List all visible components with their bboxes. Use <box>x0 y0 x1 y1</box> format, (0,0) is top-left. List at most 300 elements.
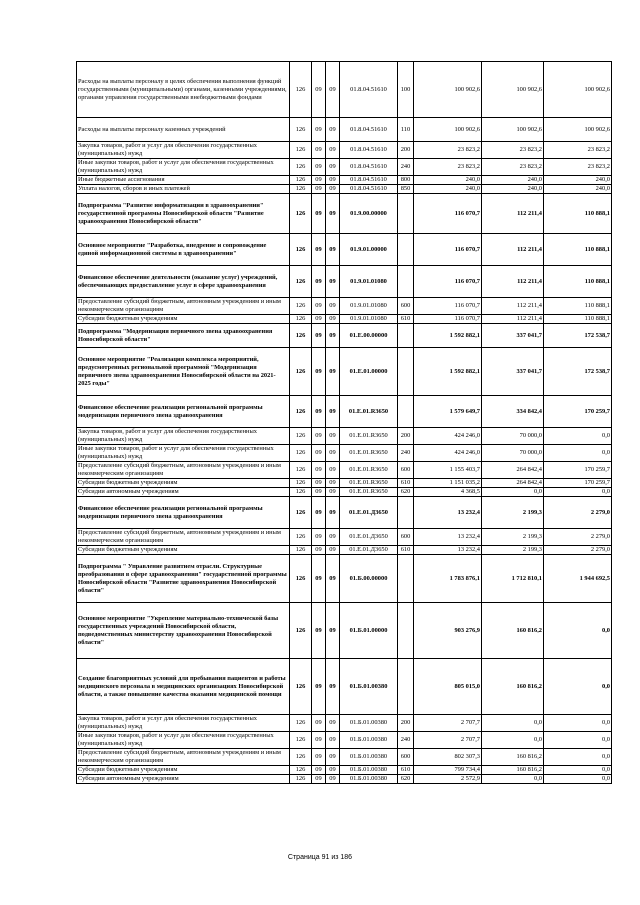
row-amount-2021: 2 707,7 <box>414 715 482 732</box>
row-expense-type <box>398 348 414 396</box>
row-amount-2022: 240,0 <box>482 185 544 194</box>
row-name: Закупка товаров, работ и услуг для обеспечения государственных (муниципальных) нужд <box>77 715 290 732</box>
row-ministry-code: 126 <box>290 234 312 266</box>
table-row <box>77 479 612 488</box>
table-row <box>77 315 612 324</box>
row-name: Закупка товаров, работ и услуг для обеспечения государственных (муниципальных) нужд <box>77 428 290 445</box>
row-subsection-code: 09 <box>326 546 340 555</box>
row-amount-2023: 170 259,7 <box>544 462 612 479</box>
row-amount-2023: 170 259,7 <box>544 479 612 488</box>
row-subsection-code: 09 <box>326 176 340 185</box>
row-target-article: 01.Е.01.R3650 <box>340 462 398 479</box>
row-amount-2022: 337 041,7 <box>482 348 544 396</box>
row-target-article: 01.Б.01.00380 <box>340 766 398 775</box>
row-expense-type: 100 <box>398 62 414 118</box>
row-subsection-code: 09 <box>326 142 340 159</box>
row-name: Иные бюджетные ассигнования <box>77 176 290 185</box>
row-amount-2021: 240,0 <box>414 176 482 185</box>
row-amount-2021: 4 368,5 <box>414 488 482 497</box>
row-amount-2022: 0,0 <box>482 732 544 749</box>
row-section-code: 09 <box>312 118 326 142</box>
row-ministry-code: 126 <box>290 715 312 732</box>
table-row <box>77 348 612 396</box>
row-amount-2022: 112 211,4 <box>482 266 544 298</box>
table-row <box>77 396 612 428</box>
row-expense-type: 600 <box>398 529 414 546</box>
row-section-code: 09 <box>312 396 326 428</box>
row-ministry-code: 126 <box>290 462 312 479</box>
row-ministry-code: 126 <box>290 529 312 546</box>
row-amount-2023: 110 888,1 <box>544 315 612 324</box>
row-expense-type <box>398 603 414 659</box>
row-expense-type: 620 <box>398 488 414 497</box>
row-amount-2022: 264 842,4 <box>482 479 544 488</box>
row-amount-2021: 424 246,0 <box>414 445 482 462</box>
row-amount-2023: 2 279,0 <box>544 546 612 555</box>
row-subsection-code: 09 <box>326 266 340 298</box>
row-amount-2023: 23 823,2 <box>544 159 612 176</box>
row-name: Субсидии бюджетным учреждениям <box>77 546 290 555</box>
row-amount-2022: 240,0 <box>482 176 544 185</box>
row-subsection-code: 09 <box>326 62 340 118</box>
table-row <box>77 298 612 315</box>
row-expense-type: 610 <box>398 479 414 488</box>
row-amount-2021: 1 151 035,2 <box>414 479 482 488</box>
row-subsection-code: 09 <box>326 159 340 176</box>
row-amount-2022: 23 823,2 <box>482 142 544 159</box>
table-row <box>77 194 612 234</box>
row-section-code: 09 <box>312 142 326 159</box>
row-expense-type: 610 <box>398 315 414 324</box>
row-amount-2021: 805 015,0 <box>414 659 482 715</box>
table-row <box>77 234 612 266</box>
row-subsection-code: 09 <box>326 396 340 428</box>
row-subsection-code: 09 <box>326 462 340 479</box>
row-amount-2021: 23 823,2 <box>414 159 482 176</box>
row-expense-type <box>398 497 414 529</box>
row-amount-2023: 0,0 <box>544 715 612 732</box>
row-section-code: 09 <box>312 194 326 234</box>
row-section-code: 09 <box>312 479 326 488</box>
row-amount-2021: 23 823,2 <box>414 142 482 159</box>
row-name: Субсидии бюджетным учреждениям <box>77 315 290 324</box>
row-ministry-code: 126 <box>290 497 312 529</box>
row-section-code: 09 <box>312 234 326 266</box>
row-amount-2022: 334 842,4 <box>482 396 544 428</box>
row-ministry-code: 126 <box>290 546 312 555</box>
row-target-article: 01.9.01.01080 <box>340 298 398 315</box>
row-target-article: 01.Е.00.00000 <box>340 324 398 348</box>
row-amount-2021: 240,0 <box>414 185 482 194</box>
row-amount-2022: 112 211,4 <box>482 298 544 315</box>
row-expense-type <box>398 266 414 298</box>
row-amount-2023: 110 888,1 <box>544 194 612 234</box>
row-ministry-code: 126 <box>290 749 312 766</box>
row-ministry-code: 126 <box>290 118 312 142</box>
row-expense-type: 850 <box>398 185 414 194</box>
row-ministry-code: 126 <box>290 659 312 715</box>
row-amount-2021: 1 592 882,1 <box>414 348 482 396</box>
row-target-article: 01.Е.01.R3650 <box>340 479 398 488</box>
row-amount-2022: 2 199,3 <box>482 546 544 555</box>
row-ministry-code: 126 <box>290 766 312 775</box>
row-ministry-code: 126 <box>290 555 312 603</box>
row-amount-2021: 1 783 876,1 <box>414 555 482 603</box>
row-name: Предоставление субсидий бюджетным, автономным учреждениям и иным некоммерческим организациям <box>77 749 290 766</box>
row-expense-type: 200 <box>398 428 414 445</box>
row-amount-2022: 112 211,4 <box>482 315 544 324</box>
row-name: Субсидии автономным учреждениям <box>77 775 290 784</box>
table-row <box>77 462 612 479</box>
row-section-code: 09 <box>312 159 326 176</box>
row-target-article: 01.Е.01.00000 <box>340 348 398 396</box>
table-row <box>77 142 612 159</box>
row-subsection-code: 09 <box>326 315 340 324</box>
row-target-article: 01.Е.01.Д3650 <box>340 529 398 546</box>
row-target-article: 01.Е.01.R3650 <box>340 445 398 462</box>
row-target-article: 01.Б.01.00380 <box>340 749 398 766</box>
row-name: Предоставление субсидий бюджетным, автономным учреждениям и иным некоммерческим организациям <box>77 462 290 479</box>
row-amount-2022: 1 712 810,1 <box>482 555 544 603</box>
row-subsection-code: 09 <box>326 529 340 546</box>
row-section-code: 09 <box>312 555 326 603</box>
row-amount-2021: 13 232,4 <box>414 497 482 529</box>
row-target-article: 01.8.04.51610 <box>340 185 398 194</box>
row-section-code: 09 <box>312 529 326 546</box>
row-target-article: 01.8.04.51610 <box>340 142 398 159</box>
row-target-article: 01.Б.01.00380 <box>340 715 398 732</box>
row-ministry-code: 126 <box>290 298 312 315</box>
row-subsection-code: 09 <box>326 428 340 445</box>
row-name: Предоставление субсидий бюджетным, автономным учреждениям и иным некоммерческим организациям <box>77 298 290 315</box>
row-subsection-code: 09 <box>326 194 340 234</box>
row-name: Основное мероприятие "Разработка, внедрение и сопровождение единой информационной системы в здравоохранении" <box>77 234 290 266</box>
row-target-article: 01.Е.01.R3650 <box>340 428 398 445</box>
row-name: Создание благоприятных условий для пребывания пациентов и работы медицинского персонала в медицинских организациях Новосибирской области, а также повышение качества оказания медицинской помощи <box>77 659 290 715</box>
row-subsection-code: 09 <box>326 603 340 659</box>
row-target-article: 01.9.01.00000 <box>340 234 398 266</box>
row-section-code: 09 <box>312 62 326 118</box>
row-ministry-code: 126 <box>290 159 312 176</box>
row-amount-2022: 2 199,3 <box>482 529 544 546</box>
row-amount-2023: 240,0 <box>544 176 612 185</box>
row-expense-type <box>398 659 414 715</box>
row-target-article: 01.8.04.51610 <box>340 159 398 176</box>
row-amount-2023: 0,0 <box>544 766 612 775</box>
row-expense-type: 620 <box>398 775 414 784</box>
row-amount-2022: 0,0 <box>482 715 544 732</box>
row-ministry-code: 126 <box>290 266 312 298</box>
row-name: Иные закупки товаров, работ и услуг для обеспечения государственных (муниципальных) нужд <box>77 445 290 462</box>
row-amount-2023: 0,0 <box>544 445 612 462</box>
row-amount-2021: 13 232,4 <box>414 546 482 555</box>
row-target-article: 01.Б.01.00000 <box>340 603 398 659</box>
row-section-code: 09 <box>312 659 326 715</box>
row-ministry-code: 126 <box>290 479 312 488</box>
row-expense-type: 240 <box>398 445 414 462</box>
row-target-article: 01.Б.00.00000 <box>340 555 398 603</box>
row-section-code: 09 <box>312 348 326 396</box>
row-subsection-code: 09 <box>326 479 340 488</box>
row-amount-2023: 100 902,6 <box>544 62 612 118</box>
row-subsection-code: 09 <box>326 324 340 348</box>
table-row <box>77 603 612 659</box>
row-section-code: 09 <box>312 266 326 298</box>
table-row <box>77 62 612 118</box>
row-section-code: 09 <box>312 462 326 479</box>
row-section-code: 09 <box>312 546 326 555</box>
row-amount-2021: 424 246,0 <box>414 428 482 445</box>
row-subsection-code: 09 <box>326 497 340 529</box>
row-section-code: 09 <box>312 749 326 766</box>
row-amount-2021: 1 579 649,7 <box>414 396 482 428</box>
row-ministry-code: 126 <box>290 315 312 324</box>
row-ministry-code: 126 <box>290 488 312 497</box>
row-subsection-code: 09 <box>326 185 340 194</box>
row-subsection-code: 09 <box>326 715 340 732</box>
row-amount-2022: 100 902,6 <box>482 118 544 142</box>
row-amount-2022: 70 000,0 <box>482 445 544 462</box>
row-amount-2021: 799 734,4 <box>414 766 482 775</box>
row-section-code: 09 <box>312 298 326 315</box>
row-ministry-code: 126 <box>290 194 312 234</box>
row-name: Основное мероприятие "Реализация комплекса мероприятий, предусмотренных региональной программой "Модернизация первичного звена здравоохранения Новосибирской области на 2021-2025 годы" <box>77 348 290 396</box>
table-row <box>77 445 612 462</box>
row-subsection-code: 09 <box>326 488 340 497</box>
row-ministry-code: 126 <box>290 603 312 659</box>
row-amount-2022: 112 211,4 <box>482 194 544 234</box>
table-row <box>77 529 612 546</box>
row-target-article: 01.8.04.51610 <box>340 62 398 118</box>
row-subsection-code: 09 <box>326 298 340 315</box>
row-section-code: 09 <box>312 315 326 324</box>
table-row <box>77 715 612 732</box>
row-name: Субсидии автономным учреждениям <box>77 488 290 497</box>
row-section-code: 09 <box>312 732 326 749</box>
table-row <box>77 428 612 445</box>
row-expense-type <box>398 396 414 428</box>
row-expense-type: 240 <box>398 732 414 749</box>
row-ministry-code: 126 <box>290 142 312 159</box>
row-subsection-code: 09 <box>326 659 340 715</box>
row-subsection-code: 09 <box>326 555 340 603</box>
row-target-article: 01.8.04.51610 <box>340 176 398 185</box>
row-expense-type <box>398 194 414 234</box>
budget-table-body <box>77 62 612 784</box>
row-amount-2021: 100 902,6 <box>414 118 482 142</box>
row-amount-2021: 1 155 403,7 <box>414 462 482 479</box>
row-amount-2021: 116 070,7 <box>414 315 482 324</box>
row-amount-2022: 160 816,2 <box>482 603 544 659</box>
row-name: Субсидии бюджетным учреждениям <box>77 479 290 488</box>
row-subsection-code: 09 <box>326 234 340 266</box>
row-amount-2023: 0,0 <box>544 659 612 715</box>
row-target-article: 01.Е.01.Д3650 <box>340 546 398 555</box>
row-amount-2021: 903 276,9 <box>414 603 482 659</box>
table-row <box>77 159 612 176</box>
table-row <box>77 546 612 555</box>
table-row <box>77 488 612 497</box>
row-name: Расходы на выплаты персоналу казенных учреждений <box>77 118 290 142</box>
row-expense-type: 240 <box>398 159 414 176</box>
row-name: Иные закупки товаров, работ и услуг для обеспечения государственных (муниципальных) нужд <box>77 159 290 176</box>
row-ministry-code: 126 <box>290 62 312 118</box>
row-name: Расходы на выплаты персоналу в целях обеспечения выполнения функций государственными (муниципальными) органами, казенными учреждениями, органами управления государственными внебюджетными фондами <box>77 62 290 118</box>
row-expense-type: 600 <box>398 749 414 766</box>
row-target-article: 01.Б.01.00380 <box>340 732 398 749</box>
row-expense-type: 600 <box>398 462 414 479</box>
row-amount-2022: 160 816,2 <box>482 659 544 715</box>
row-ministry-code: 126 <box>290 732 312 749</box>
row-section-code: 09 <box>312 715 326 732</box>
row-amount-2022: 0,0 <box>482 488 544 497</box>
row-expense-type <box>398 555 414 603</box>
row-section-code: 09 <box>312 488 326 497</box>
row-amount-2021: 802 307,3 <box>414 749 482 766</box>
row-ministry-code: 126 <box>290 324 312 348</box>
row-subsection-code: 09 <box>326 348 340 396</box>
row-amount-2023: 172 538,7 <box>544 324 612 348</box>
budget-table <box>76 61 612 784</box>
row-amount-2021: 13 232,4 <box>414 529 482 546</box>
row-name: Финансовое обеспечение реализации региональной программы модернизации первичного звена здравоохранения <box>77 497 290 529</box>
row-amount-2022: 70 000,0 <box>482 428 544 445</box>
row-amount-2022: 337 041,7 <box>482 324 544 348</box>
row-name: Подпрограмма "Модернизация первичного звена здравоохранения Новосибирской области" <box>77 324 290 348</box>
row-amount-2023: 110 888,1 <box>544 266 612 298</box>
table-row <box>77 732 612 749</box>
row-amount-2021: 116 070,7 <box>414 266 482 298</box>
row-amount-2022: 160 816,2 <box>482 766 544 775</box>
row-name: Финансовое обеспечение реализации региональной программы модернизации первичного звена здравоохранения <box>77 396 290 428</box>
row-amount-2021: 116 070,7 <box>414 194 482 234</box>
row-amount-2021: 2 707,7 <box>414 732 482 749</box>
row-ministry-code: 126 <box>290 775 312 784</box>
row-target-article: 01.9.01.01080 <box>340 266 398 298</box>
row-amount-2022: 100 902,6 <box>482 62 544 118</box>
row-section-code: 09 <box>312 775 326 784</box>
row-amount-2021: 2 572,9 <box>414 775 482 784</box>
row-name: Основное мероприятие "Укрепление материально-технической базы государственных учреждений Новосибирской области, подведомственных министерству здравоохранения Новосибирской области" <box>77 603 290 659</box>
row-expense-type: 610 <box>398 546 414 555</box>
row-amount-2023: 110 888,1 <box>544 234 612 266</box>
row-amount-2023: 0,0 <box>544 732 612 749</box>
row-expense-type: 200 <box>398 715 414 732</box>
row-target-article: 01.Б.01.00380 <box>340 775 398 784</box>
row-name: Субсидии бюджетным учреждениям <box>77 766 290 775</box>
row-amount-2023: 0,0 <box>544 775 612 784</box>
row-name: Уплата налогов, сборов и иных платежей <box>77 185 290 194</box>
row-amount-2021: 116 070,7 <box>414 298 482 315</box>
row-ministry-code: 126 <box>290 176 312 185</box>
row-expense-type <box>398 234 414 266</box>
row-amount-2023: 100 902,6 <box>544 118 612 142</box>
row-amount-2023: 2 279,0 <box>544 497 612 529</box>
row-section-code: 09 <box>312 766 326 775</box>
page-number: Страница 91 из 186 <box>287 854 353 861</box>
row-ministry-code: 126 <box>290 396 312 428</box>
row-section-code: 09 <box>312 428 326 445</box>
table-row <box>77 555 612 603</box>
row-ministry-code: 126 <box>290 185 312 194</box>
row-target-article: 01.9.01.01080 <box>340 315 398 324</box>
table-row <box>77 497 612 529</box>
row-amount-2021: 1 592 882,1 <box>414 324 482 348</box>
row-name: Финансовое обеспечение деятельности (оказание услуг) учреждений, обеспечивающих предоставление услуг в сфере здравоохранения <box>77 266 290 298</box>
row-amount-2023: 23 823,2 <box>544 142 612 159</box>
row-amount-2021: 116 070,7 <box>414 234 482 266</box>
row-amount-2022: 0,0 <box>482 775 544 784</box>
row-target-article: 01.9.00.00000 <box>340 194 398 234</box>
row-subsection-code: 09 <box>326 775 340 784</box>
row-amount-2023: 240,0 <box>544 185 612 194</box>
row-target-article: 01.8.04.51610 <box>340 118 398 142</box>
row-amount-2022: 264 842,4 <box>482 462 544 479</box>
row-name: Закупка товаров, работ и услуг для обеспечения государственных (муниципальных) нужд <box>77 142 290 159</box>
row-amount-2023: 110 888,1 <box>544 298 612 315</box>
row-target-article: 01.Е.01.R3650 <box>340 396 398 428</box>
row-ministry-code: 126 <box>290 445 312 462</box>
row-section-code: 09 <box>312 445 326 462</box>
table-row <box>77 176 612 185</box>
table-row <box>77 749 612 766</box>
row-section-code: 09 <box>312 176 326 185</box>
row-amount-2022: 23 823,2 <box>482 159 544 176</box>
row-section-code: 09 <box>312 324 326 348</box>
row-subsection-code: 09 <box>326 766 340 775</box>
table-row <box>77 659 612 715</box>
row-amount-2023: 170 259,7 <box>544 396 612 428</box>
row-subsection-code: 09 <box>326 732 340 749</box>
row-expense-type: 200 <box>398 142 414 159</box>
row-section-code: 09 <box>312 497 326 529</box>
row-name: Подпрограмма "Развитие информатизации в здравоохранении" государственной программы Новосибирской области "Развитие здравоохранения Новосибирской области" <box>77 194 290 234</box>
row-subsection-code: 09 <box>326 749 340 766</box>
row-amount-2023: 172 538,7 <box>544 348 612 396</box>
row-amount-2022: 2 199,3 <box>482 497 544 529</box>
row-expense-type: 800 <box>398 176 414 185</box>
table-row <box>77 775 612 784</box>
row-subsection-code: 09 <box>326 118 340 142</box>
table-row <box>77 766 612 775</box>
row-amount-2023: 0,0 <box>544 749 612 766</box>
row-amount-2022: 112 211,4 <box>482 234 544 266</box>
table-row <box>77 118 612 142</box>
row-name: Иные закупки товаров, работ и услуг для обеспечения государственных (муниципальных) нужд <box>77 732 290 749</box>
row-expense-type: 600 <box>398 298 414 315</box>
table-row <box>77 266 612 298</box>
row-expense-type: 610 <box>398 766 414 775</box>
row-amount-2023: 0,0 <box>544 603 612 659</box>
table-row <box>77 324 612 348</box>
row-amount-2023: 1 944 692,5 <box>544 555 612 603</box>
row-section-code: 09 <box>312 603 326 659</box>
row-subsection-code: 09 <box>326 445 340 462</box>
row-amount-2021: 100 902,6 <box>414 62 482 118</box>
row-amount-2022: 160 816,2 <box>482 749 544 766</box>
row-expense-type <box>398 324 414 348</box>
row-target-article: 01.Е.01.R3650 <box>340 488 398 497</box>
row-ministry-code: 126 <box>290 348 312 396</box>
table-row <box>77 185 612 194</box>
row-amount-2023: 0,0 <box>544 488 612 497</box>
row-name: Подпрограмма " Управление развитием отрасли. Структурные преобразования в сфере здравоохранения" государственной программы Новосибирской области "Развитие здравоохранения Новосибирской области" <box>77 555 290 603</box>
row-ministry-code: 126 <box>290 428 312 445</box>
row-target-article: 01.Б.01.00380 <box>340 659 398 715</box>
row-expense-type: 110 <box>398 118 414 142</box>
row-name: Предоставление субсидий бюджетным, автономным учреждениям и иным некоммерческим организациям <box>77 529 290 546</box>
row-amount-2023: 0,0 <box>544 428 612 445</box>
